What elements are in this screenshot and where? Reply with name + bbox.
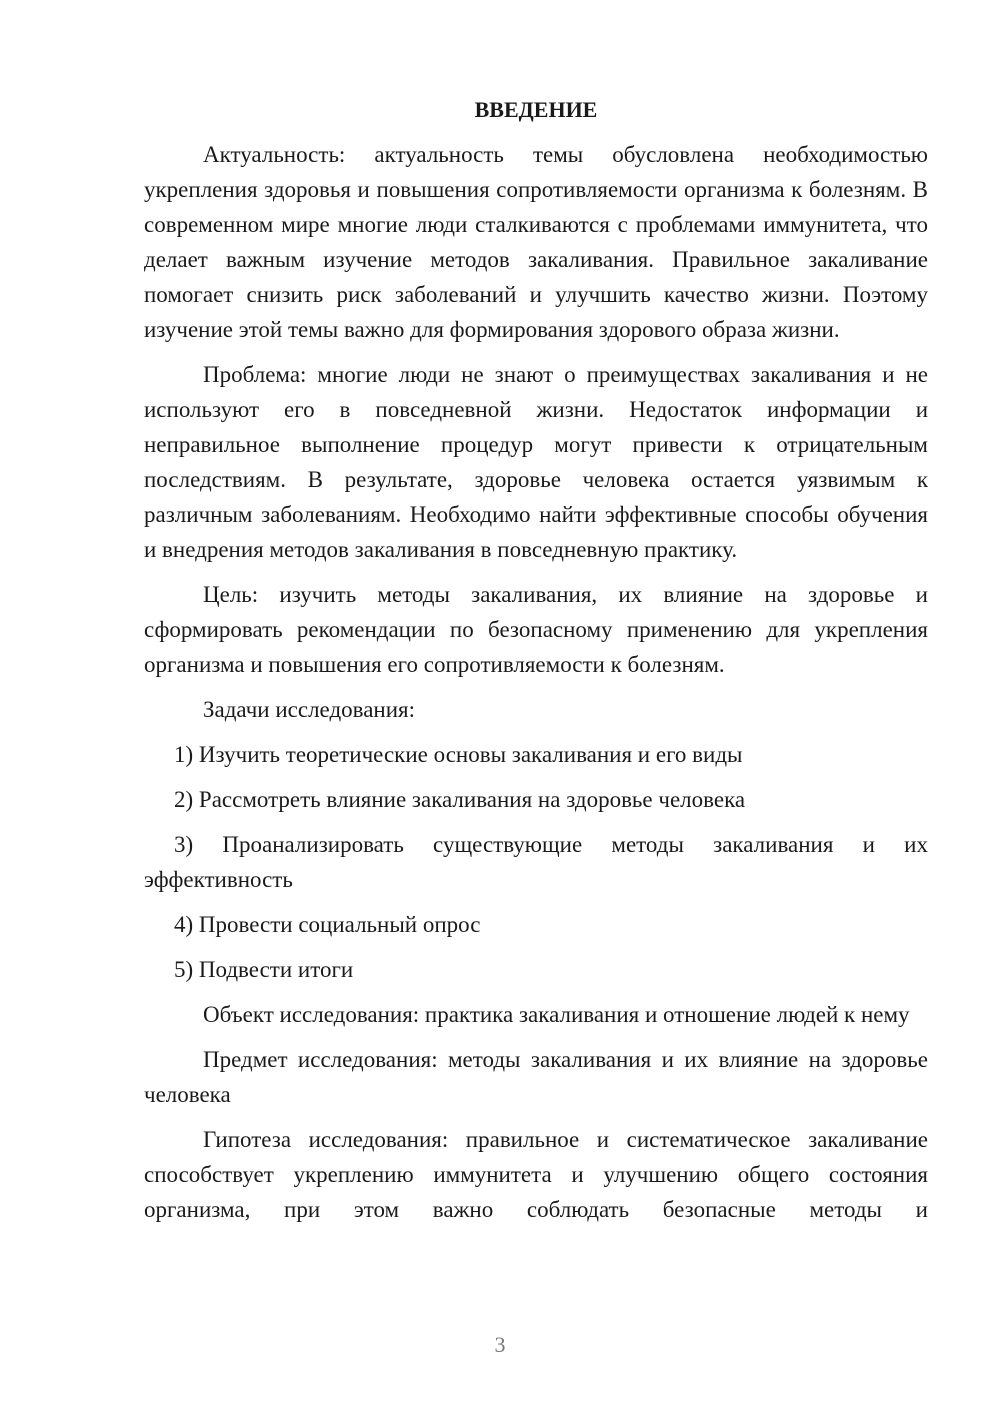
object-paragraph: Объект исследования: практика закаливания и отношение людей к нему [203,1002,910,1027]
task-item-5: 5) Подвести итоги [174,957,354,982]
tasks-title: Задачи исследования: [203,697,416,722]
task-item-4: 4) Провести социальный опрос [174,912,481,937]
subject-paragraph: Предмет исследования: методы закаливания и их влияние на здоровье человека [144,1047,928,1107]
task-item-3: 3) Проанализировать существующие методы закаливания и их эффективность [144,832,928,892]
hypothesis-paragraph: Гипотеза исследования: правильное и систематическое закаливание способствует укреплению иммунитета и улучшению общего состояния организма, при этом важно соблюдать безопасные методы и [144,1127,928,1222]
task-item-2: 2) Рассмотреть влияние закаливания на здоровье человека [174,787,746,812]
task-item-1: 1) Изучить теоретические основы закаливания и его виды [174,742,743,767]
relevance-paragraph: Актуальность: актуальность темы обусловлена необходимостью укрепления здоровья и повышения сопротивляемости организма к болезням. В современном мире многие люди сталкиваются с проблемами иммунитета, что делает важным изучение методов закаливания. Правильное закаливание помогает снизить риск заболеваний и улучшить качество жизни. Поэтому изучение этой темы важно для формирования здорового образа жизни. [144,142,928,342]
page-title: ВВЕДЕНИЕ [474,97,598,122]
page-number: 3 [494,1332,506,1357]
page-content [144,92,928,1237]
goal-paragraph: Цель: изучить методы закаливания, их влияние на здоровье и сформировать рекомендации по безопасному применению для укрепления организма и повышения его сопротивляемости к болезням. [144,582,928,677]
problem-paragraph: Проблема: многие люди не знают о преимуществах закаливания и не используют его в повседневной жизни. Недостаток информации и неправильное выполнение процедур могут привести к отрицательным последствиям. В результате, здоровье человека остается уязвимым к различным заболеваниям. Необходимо найти эффективные способы обучения и внедрения методов закаливания в повседневную практику. [144,362,928,562]
